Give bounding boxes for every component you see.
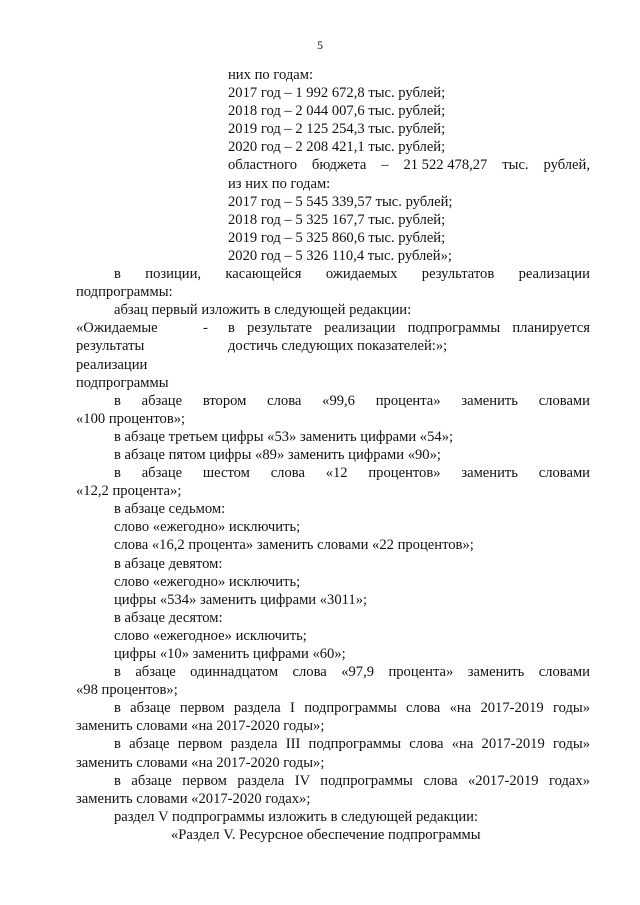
tenth-item-1: слово «ежегодное» исключить;: [114, 627, 307, 644]
section-3-cont: заменить словами «на 2017-2020 годы»;: [76, 754, 325, 771]
ninth-item-1: слово «ежегодно» исключить;: [114, 573, 301, 590]
section-5-title: «Раздел V. Ресурсное обеспечение подпрограммы: [171, 826, 481, 843]
tenth-heading: в абзаце десятом:: [114, 609, 223, 626]
eleventh-paragraph-cont: «98 процентов»;: [76, 682, 178, 699]
second-paragraph-cont: «100 процентов»;: [76, 410, 186, 427]
regional-year-2019: 2019 год – 5 325 860,6 тыс. рублей;: [228, 229, 446, 246]
document-body: [76, 66, 590, 844]
federal-year-2017: 2017 год – 1 992 672,8 тыс. рублей;: [228, 85, 446, 102]
ninth-item-2: цифры «534» заменить цифрами «3011»;: [114, 591, 368, 608]
sixth-paragraph-cont: «12,2 процента»;: [76, 483, 182, 500]
section-1-cont: заменить словами «на 2017-2020 годы»;: [76, 718, 325, 735]
regional-year-2020: 2020 год – 5 326 110,4 тыс. рублей»;: [228, 247, 452, 264]
expected-results-text: в результате реализации подпрограммы планируется достичь следующих показателей:»;: [228, 320, 590, 355]
sixth-paragraph-line: в абзаце шестом слова «12 процентов» заменить словами: [114, 465, 590, 482]
section-5-instruction: раздел V подпрограммы изложить в следующей редакции:: [114, 808, 479, 825]
regional-by-years-label: из них по годам:: [228, 175, 331, 192]
expected-results-label: «Ожидаемые результаты реализации подпрограммы: [76, 320, 169, 391]
regional-year-2017: 2017 год – 5 545 339,57 тыс. рублей;: [228, 193, 453, 210]
regional-budget-line: областного бюджета – 21 522 478,27 тыс. рублей,: [228, 157, 590, 174]
ninth-heading: в абзаце девятом:: [114, 555, 223, 572]
second-paragraph-line: в абзаце втором слова «99,6 процента» заменить словами: [114, 392, 590, 409]
expected-results-table-row: [76, 319, 590, 391]
federal-year-2019: 2019 год – 2 125 254,3 тыс. рублей;: [228, 121, 446, 138]
federal-year-2018: 2018 год – 2 044 007,6 тыс. рублей;: [228, 103, 446, 120]
position-expected-results-cont: подпрограммы:: [76, 284, 173, 301]
position-expected-results-line: в позиции, касающейся ожидаемых результатов реализации: [114, 266, 590, 283]
federal-year-2020: 2020 год – 2 208 421,1 тыс. рублей;: [228, 139, 446, 156]
federal-by-years-label: них по годам:: [228, 67, 314, 83]
page-number: 5: [317, 38, 323, 52]
section-1-line: в абзаце первом раздела I подпрограммы слова «на 2017-2019 годы»: [114, 700, 590, 717]
seventh-item-1: слово «ежегодно» исключить;: [114, 519, 301, 536]
seventh-item-2: слова «16,2 процента» заменить словами «22 процентов»;: [114, 537, 474, 554]
eleventh-paragraph-line: в абзаце одиннадцатом слова «97,9 процента» заменить словами: [114, 664, 590, 681]
third-paragraph: в абзаце третьем цифры «53» заменить цифрами «54»;: [114, 428, 454, 445]
section-4-line: в абзаце первом раздела IV подпрограммы слова «2017-2019 годах»: [114, 772, 590, 789]
section-3-line: в абзаце первом раздела III подпрограммы слова «на 2017-2019 годы»: [114, 736, 590, 753]
seventh-heading: в абзаце седьмом:: [114, 501, 226, 518]
fifth-paragraph: в абзаце пятом цифры «89» заменить цифрами «90»;: [114, 446, 441, 463]
regional-year-2018: 2018 год – 5 325 167,7 тыс. рублей;: [228, 211, 446, 228]
tenth-item-2: цифры «10» заменить цифрами «60»;: [114, 646, 346, 663]
section-4-cont: заменить словами «2017-2020 годах»;: [76, 790, 311, 807]
table-dash: -: [203, 320, 208, 337]
first-paragraph-instruction: абзац первый изложить в следующей редакции:: [114, 302, 412, 319]
